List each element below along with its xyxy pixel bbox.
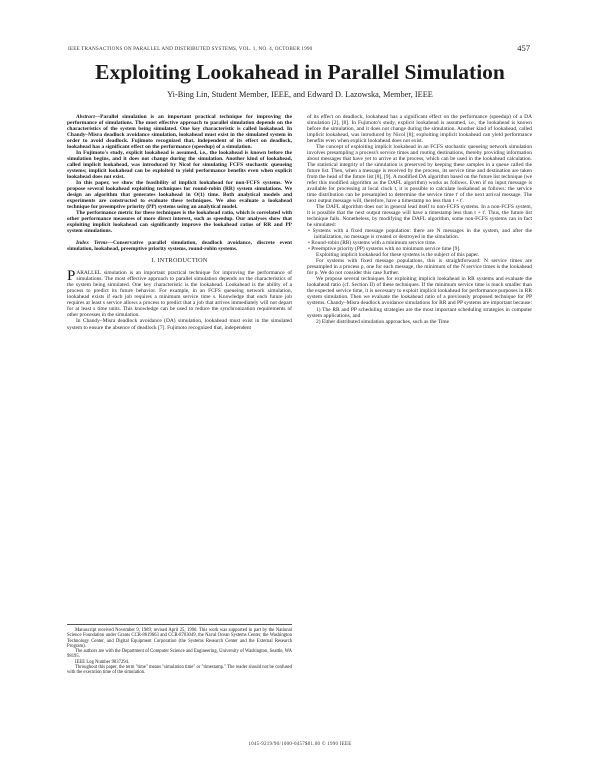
abstract-paragraph-2: In Fujimoto's study, explicit lookahead is assumed, i.e., the lookahead is known before the simulation begins, and it does not change during the simulation. Another kind of lookahead, called implicit lookahead, was introduced by Nicol for simulating FCFS stochastic queueing systems; implicit lookahead can be exploited to yield performance benefits even when explicit lookahead does not exist.	[67, 150, 292, 181]
right-paragraph-1: of its effect on deadlock, lookahead has a significant effect on the performance (speedup) of a DA simulation [2], [8]. In Fujimoto's study, explicit lookahead is assumed, i.e., the lookahead is known before the simulation, and it does not change during the simulation. Another kind of lookahead, called implicit lookahead, was introduced by Nicol [8]; exploiting implicit lookahead can yield performance benefits even when explicit lookahead does not exist.	[307, 114, 532, 145]
abstract-paragraph	[67, 114, 292, 150]
abstract-paragraph-3: In this paper, we show the feasibility of implicit lookahead for non-FCFS systems. We propose several lookahead exploiting techniques for round-robin (RR) system simulations. We design an algorithm that generates lookahead in O(1) time. Both analytical models and experiments are constructed to evaluate these techniques. We also evaluate a lookahead technique for preemptive priority (PP) systems using an analytical model.	[67, 180, 292, 211]
bullet-round-robin: • Round-robin (RR) systems with a minimum service time.	[308, 240, 437, 247]
footnote-affiliation: The authors are with the Department of Computer Science and Engineering, University of Washington, Seattle, WA 98195.	[67, 649, 292, 660]
footnote-log-number: IEEE Log Number 9037294.	[75, 659, 130, 665]
right-paragraph-4: Exploiting implicit lookahead for these systems is the subject of this paper.	[316, 252, 480, 259]
footnotes	[67, 624, 292, 675]
right-paragraph-5: For systems with fixed message populations, this is straightforward: N service times are presampled in a process p, one for each message, the minimum of the N service times is the lookahead for p. We do not consider this case further.	[307, 258, 532, 277]
abstract-lead: Abstract—	[76, 114, 101, 120]
right-paragraph-2: The concept of exploiting implicit lookahead in an FCFS stochastic queueing network simulation involves presampling a process's service times and routing destinations, thereby providing information about messages that have yet to arrive at the process, which can be used in the lookahead calculation. The statistical integrity of the simulation is preserved by keeping these samples in a queue called the future list. Then, when a message is received by the process, its service time and destination are taken from the head of the future list [8], [9]. A modified DA algorithm based on the future list technique (we refer this modified algorithm as the DAFL algorithm) works as follows. Even if no input message is available for processing at local clock t, it is possible to calculate lookahead as follows: the service time distribution can be presampled to determine the service time t' of the next arrival message. The next output message will, therefore, have a timestamp no less than t + t'.	[307, 144, 532, 205]
footnote-time-definition: Throughout this paper, the term "time" means "simulation time" or "timestamp." The reader should not be confused with the execution time of the simulation.	[67, 664, 292, 675]
right-list-item-2: 2) Either distributed simulation approaches, such as the Time	[316, 318, 450, 325]
bullet-fixed-population: • Systems with a fixed message population: there are N messages in the system, and after the initialization, no message is created or destroyed in the simulation.	[308, 228, 532, 241]
intro-paragraph-1: PARALLEL simulation is an important practical technique for improving the performance of simulations. The most effective approach to parallel simulation depends on the characteristics of the system being simulated. One key characteristic is the lookahead. Lookahead is the ability of a process to predict its future behavior. For example, in an FCFS queueing network simulation, lookahead exists if each job requires a minimum service time s. Knowledge that each future job requires at least s service allows a process to predict that a job that arrives immediately will not depart for at least s time units. This knowledge can be used to reduce the synchronization requirements of other processes in the simulation.	[67, 268, 292, 319]
page-number: 457	[517, 43, 530, 53]
paper-title: Exploiting Lookahead in Parallel Simulation	[95, 60, 505, 84]
running-header: IEEE TRANSACTIONS ON PARALLEL AND DISTRIBUTED SYSTEMS, VOL. 1, NO. 4, OCTOBER 1990	[68, 46, 313, 52]
footnote-manuscript: Manuscript received November 9, 1989; revised April 25, 1990. This work was supported in part by the National Science Foundation under Grants CCR-8619663 and CCR-8703049, the Naval Ocean Systems Center, the Washington Technology Center, and Digital Equipment Corporation (the Systems Research Center and the External Research Program).	[67, 628, 292, 649]
abstract-text: Parallel simulation is an important practical technique for improving the performance of simulations. The most effective approach to parallel simulation depends on the characteristics of the system being simulated. One key characteristic is called lookahead. In Chandy–Misra deadlock avoidance simulation, lookahead must exist in the simulated system in order to avoid deadlock. Fujimoto recognized that, independent of its effect on deadlock, lookahead has a significant effect on the performance (speedup) of a simulation.	[67, 114, 292, 151]
intro-paragraph-2: In Chandy–Misra deadlock avoidance (DA) simulation, lookahead must exist in the simulated system to ensure the absence of deadlock [7]. Fujimoto recognized that, independent	[67, 318, 292, 331]
bullet-preemptive-priority: • Preemptive priority (PP) systems with no minimum service time [9].	[308, 246, 461, 253]
index-terms-text: Conservative parallel simulation, deadlock avoidance, discrete event simulation, lookahead, preemptive priority systems, round-robin systems.	[67, 240, 292, 253]
right-paragraph-6: We propose several techniques for exploiting implicit lookahead in RR systems and evaluate the lookahead ratio (cf. Section II) of these techniques. If the minimum service time is much smaller than the expected service time, it is necessary to exploit implicit lookahead for performance purposes in RR system simulation. Then we evaluate the lookahead ratio of a previously proposed technique for PP systems. Chandy–Misra deadlock avoidance simulations for RR and PP systems are important because:	[307, 276, 532, 307]
right-list-item-1: 1) The RR and PP scheduling strategies are the most important scheduling strategies in computer system applications, and	[307, 306, 532, 319]
right-paragraph-3: The DAFL algorithm does not in general lead itself to non-FCFS systems. In a non-FCFS system, it is possible that the next output message will have a timestamp less than t + t'. Thus, the future list technique fails. Nonetheless, by modifying the DAFL algorithm, some non-FCFS systems can in fact be simulated:	[307, 204, 532, 229]
index-terms	[67, 240, 292, 252]
index-terms-lead: Index Terms—	[76, 240, 113, 247]
right-column	[307, 114, 532, 758]
left-column	[67, 114, 292, 674]
copyright-line: 1045-9219/90/1000-0457$01.00 © 1990 IEEE	[248, 742, 352, 747]
paper-authors: Yi-Bing Lin, Student Member, IEEE, and Edward D. Lazowska, Member, IEEE	[167, 90, 433, 99]
abstract-paragraph-4: The performance metric for these techniques is the lookahead ratio, which is correlated with other performance measures of more direct interest, such as speedup. Our analyses show that exploiting implicit lookahead can significantly improve the lookahead ratios of RR and PP system simulations.	[67, 210, 292, 235]
section-title-introduction: I. INTRODUCTION	[151, 257, 208, 265]
